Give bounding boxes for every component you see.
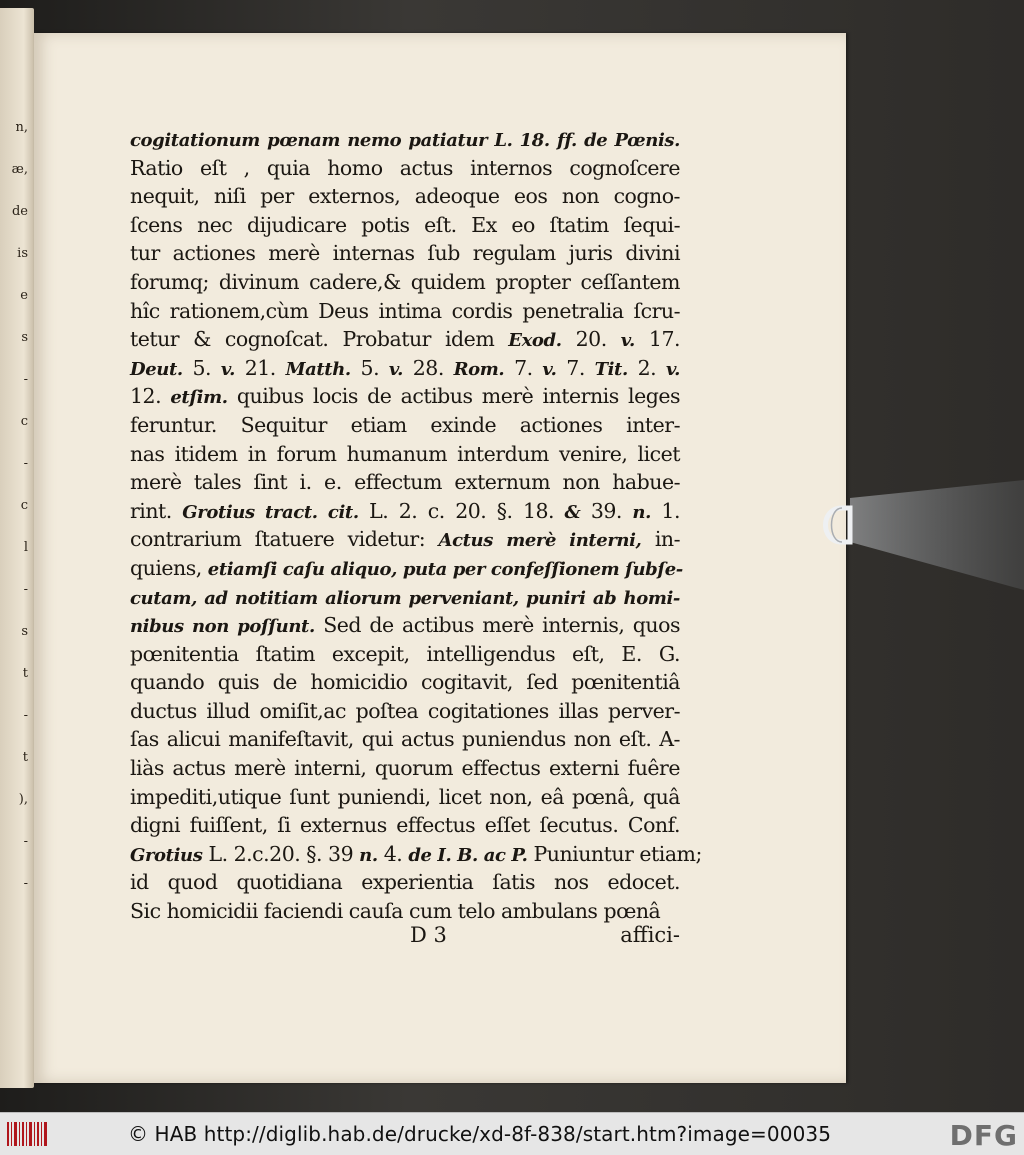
text-line (130, 583, 680, 612)
facing-page-mark: - (23, 876, 28, 891)
text-line (130, 297, 680, 326)
facing-page-mark: e (20, 288, 28, 303)
text-segment: 20. (561, 327, 621, 352)
text-segment: v. (388, 358, 403, 380)
text-line (130, 668, 680, 697)
text-segment: hîc rationem,cùm Deus intima cordis penetralia ſcru- (130, 298, 680, 323)
text-segment: v. (665, 358, 681, 380)
facing-page-mark: - (23, 456, 28, 471)
text-segment: liàs actus merè interni, quorum effectus externi fuêre (130, 756, 680, 781)
text-segment: v. (620, 330, 635, 352)
text-line (130, 239, 680, 268)
text-segment: forumq; divinum cadere,& quidem propter ceſſantem (130, 269, 680, 294)
text-line (130, 754, 680, 783)
text-line (130, 411, 680, 440)
text-segment: Sic homicidii faciendi cauſa cum telo ambulans pœnâ (130, 899, 661, 924)
text-segment: & (564, 501, 581, 523)
text-line (130, 382, 680, 411)
text-line (130, 182, 680, 211)
text-segment: n. (632, 501, 651, 523)
text-segment: 17. (634, 327, 680, 352)
text-segment: Grotius (130, 844, 203, 866)
text-segment: Puniuntur etiam; (527, 841, 702, 866)
facing-page-mark: c (20, 498, 28, 513)
text-line (130, 840, 702, 869)
text-segment: nas itidem in forum humanum interdum venire, licet (130, 441, 680, 466)
facing-page-mark: æ, (11, 162, 28, 177)
text-segment: 4. (377, 841, 409, 866)
text-segment: ſas alicui manifeſtavit, qui actus puniendus non eſt. A- (130, 727, 680, 752)
text-segment: 7. (504, 355, 543, 380)
text-segment: in- (641, 527, 680, 552)
text-line (130, 468, 680, 497)
facing-page-mark: - (23, 708, 28, 723)
text-line (130, 868, 680, 897)
text-segment: id quod quotidiana experientia ſatis nos edocet. (130, 870, 680, 895)
text-segment: etiamſi caſu aliquo, puta per confeſſionem ſubſe- (207, 558, 683, 580)
text-segment: L. 2. c. 20. §. 18. (358, 498, 565, 523)
facing-page-mark: n, (15, 120, 28, 135)
text-segment: cutam, ad notitiam aliorum perveniant, puniri ab homi- (130, 587, 680, 609)
text-line (130, 725, 680, 754)
text-segment: quando quis de homicidio cogitavit, ſed pœnitentiâ (130, 670, 680, 695)
text-segment: feruntur. Sequitur etiam exinde actiones inter- (130, 412, 680, 437)
text-segment: Ratio eſt , quia homo actus internos cognoſcere (130, 155, 680, 180)
text-segment: etſim. (170, 387, 228, 409)
facing-page-mark: de (11, 204, 28, 219)
facing-page-mark: ), (18, 792, 28, 807)
text-segment: ſcens nec dijudicare potis eſt. Ex eo ſtatim ſequi- (130, 212, 680, 237)
text-line (130, 211, 680, 240)
text-segment: Tit. (594, 358, 628, 380)
page-text (130, 125, 702, 926)
text-segment: impediti,utique ſunt puniendi, licet non, eâ pœnâ, quâ (130, 784, 680, 809)
text-segment: Matth. (285, 358, 351, 380)
text-segment: L. 2.c.20. §. 39 (202, 841, 360, 866)
text-segment: tur actiones merè internas ſub regulam juris divini (130, 241, 680, 266)
text-line (130, 554, 683, 583)
facing-page-mark: t (22, 666, 28, 681)
footer-bar (0, 1112, 1024, 1155)
text-line (130, 640, 680, 669)
text-segment: 21. (234, 355, 286, 380)
text-segment: n. (359, 844, 378, 866)
facing-page-mark: s (21, 624, 28, 639)
facing-page-mark: - (23, 372, 28, 387)
page-footer (130, 923, 680, 953)
text-segment: de I. B. ac P. (408, 844, 528, 866)
text-segment: 39. (580, 498, 633, 523)
facing-page-mark: is (17, 246, 28, 261)
facing-page-mark: c (20, 414, 28, 429)
paper-clip-icon (780, 480, 1024, 590)
text-segment: Sed de actibus merè internis, quos (314, 613, 680, 638)
text-segment: Grotius tract. cit. (182, 501, 359, 523)
text-segment: v. (542, 358, 557, 380)
signature-mark: D 3 (410, 923, 447, 947)
text-segment: cogitationum pœnam nemo patiatur L. 18. ff. de Pœnis. (130, 130, 680, 151)
text-segment: v. (220, 358, 235, 380)
text-line (130, 897, 680, 926)
facing-page-mark: s (21, 330, 28, 345)
text-segment: 2. (627, 355, 666, 380)
text-segment: pœnitentia ſtatim excepit, intelligendus eſt, E. G. (130, 641, 680, 666)
text-segment: quiens, (130, 555, 208, 580)
text-segment: quibus locis de actibus merè internis leges (227, 384, 680, 409)
facing-page-marks (0, 8, 34, 1088)
text-segment: rint. (130, 498, 183, 523)
facing-page-mark: t (22, 750, 28, 765)
text-segment: 7. (556, 355, 595, 380)
text-line (130, 611, 680, 640)
text-segment: Actus merè interni, (438, 530, 642, 552)
text-segment: nibus non poſſunt. (130, 616, 315, 638)
text-line (130, 325, 680, 354)
text-line (130, 125, 680, 154)
text-line (130, 354, 680, 383)
facing-page-mark: - (23, 582, 28, 597)
dfg-logo: DFG (949, 1119, 1018, 1152)
text-segment: tetur & cognoſcat. Probatur idem (130, 327, 509, 352)
text-segment: 28. (402, 355, 454, 380)
text-segment: merè tales ſint i. e. effectum externum non habue- (130, 470, 680, 495)
text-segment: Rom. (453, 358, 505, 380)
text-line (130, 811, 680, 840)
text-segment: contrarium ſtatuere videtur: (130, 527, 439, 552)
text-segment: nequit, niſi per externos, adeoque eos non cogno- (130, 184, 680, 209)
text-segment: ductus illud omiſit,ac poſtea cogitationes illas perver- (130, 698, 680, 723)
text-line (130, 440, 680, 469)
facing-page-edge (0, 8, 34, 1088)
text-segment: Exod. (508, 330, 562, 352)
catchword: affici- (620, 923, 680, 947)
text-segment: digni fuiſſent, ſi externus effectus eſſet ſecutus. Conf. (130, 813, 680, 838)
text-line (130, 268, 680, 297)
facing-page-mark: - (23, 834, 28, 849)
copyright-link[interactable]: © HAB http://diglib.hab.de/drucke/xd-8f-838/start.htm?image=00035 (128, 1122, 832, 1146)
text-segment: 5. (182, 355, 221, 380)
text-segment: Deut. (130, 358, 183, 380)
text-segment: 1. (650, 498, 680, 523)
text-segment: 5. (350, 355, 389, 380)
text-segment: 12. (130, 384, 171, 409)
facing-page-mark: l (23, 540, 28, 555)
text-line (130, 525, 680, 554)
text-line (130, 497, 680, 526)
book-page (34, 33, 846, 1083)
text-line (130, 697, 680, 726)
text-line (130, 154, 680, 183)
barcode-icon (6, 1120, 48, 1148)
text-line (130, 783, 680, 812)
